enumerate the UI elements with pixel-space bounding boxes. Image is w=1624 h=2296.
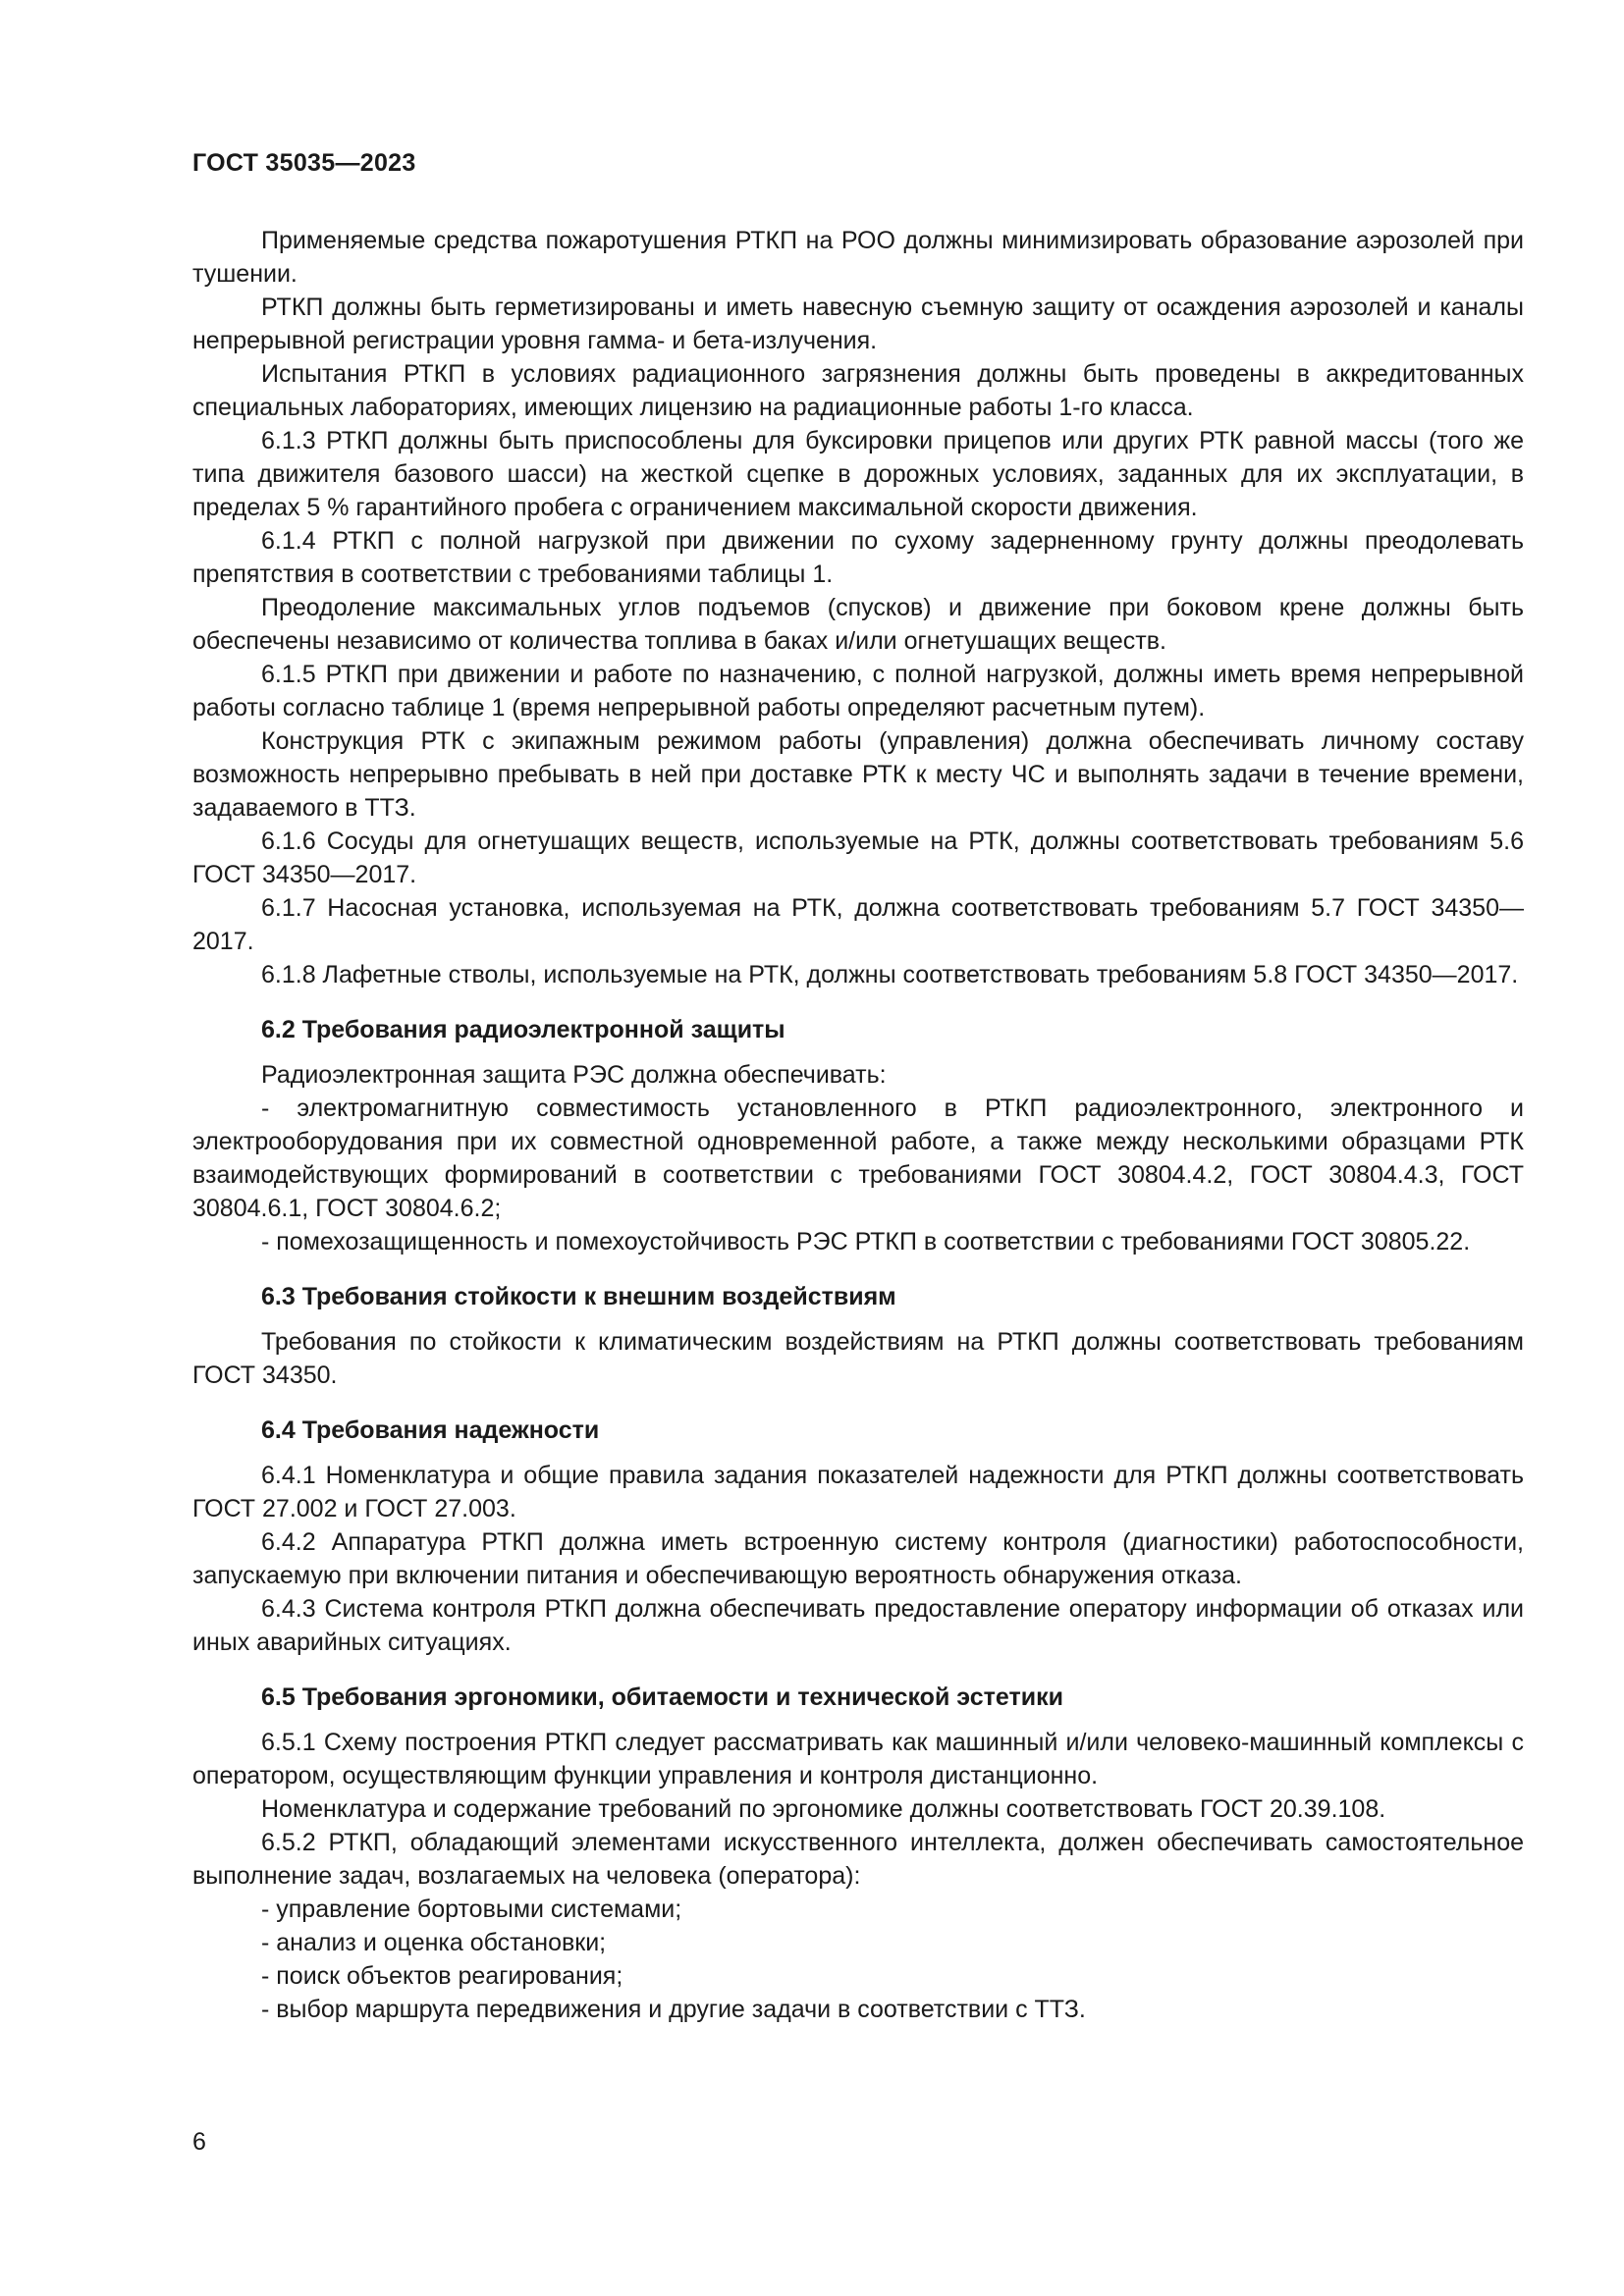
paragraph: 6.1.7 Насосная установка, используемая на РТК, должна соответствовать требованиям 5.7 ГОСТ 34350—2017. — [192, 894, 1524, 955]
section-heading-6-5: 6.5 Требования эргономики, обитаемости и технической эстетики — [261, 1683, 1063, 1711]
paragraph: 6.4.2 Аппаратура РТКП должна иметь встроенную систему контроля (диагностики) работоспособности, запускаемую при включении питания и обеспечивающую вероятность обнаружения отказа. — [192, 1528, 1524, 1589]
paragraph: 6.4.3 Система контроля РТКП должна обеспечивать предоставление оператору информации об отказах или иных аварийных ситуациях. — [192, 1595, 1524, 1656]
paragraph: 6.5.2 РТКП, обладающий элементами искусственного интеллекта, должен обеспечивать самостоятельное выполнение задач, возлагаемых на человека (оператора): — [192, 1829, 1524, 1890]
page-number: 6 — [192, 2128, 206, 2156]
paragraph: 6.4.1 Номенклатура и общие правила задания показателей надежности для РТКП должны соответствовать ГОСТ 27.002 и ГОСТ 27.003. — [192, 1462, 1524, 1522]
paragraph: РТКП должны быть герметизированы и иметь навесную съемную защиту от осаждения аэрозолей и каналы непрерывной регистрации уровня гамма- и бета-излучения. — [192, 294, 1524, 354]
paragraph: Конструкция РТК с экипажным режимом работы (управления) должна обеспечивать личному составу возможность непрерывно пребывать в ней при доставке РТК к месту ЧС и выполнять задачи в течение времени, задаваемого в ТТЗ. — [192, 727, 1524, 822]
paragraph: Применяемые средства пожаротушения РТКП на РОО должны минимизировать образование аэрозолей при тушении. — [192, 227, 1524, 288]
section-heading-6-3: 6.3 Требования стойкости к внешним воздействиям — [261, 1283, 896, 1310]
paragraph: Преодоление максимальных углов подъемов (спусков) и движение при боковом крене должны быть обеспечены независимо от количества топлива в баках и/или огнетушащих веществ. — [192, 594, 1524, 655]
document-header: ГОСТ 35035—2023 — [192, 149, 416, 177]
list-item: - поиск объектов реагирования; — [261, 1962, 623, 1990]
paragraph: 6.1.5 РТКП при движении и работе по назначению, с полной нагрузкой, должны иметь время непрерывной работы согласно таблице 1 (время непрерывной работы определяют расчетным путем). — [192, 661, 1524, 721]
paragraph: - электромагнитную совместимость установленного в РТКП радиоэлектронного, электронного и электрооборудования при их совместной одновременной работе, а также между несколькими образцами РТК взаимодействующих формирований в соответствии с требованиями ГОСТ 30804.4.2, ГОСТ 30804.4.3, ГОСТ 30804.6.1, ГОСТ 30804.6.2; — [192, 1095, 1524, 1222]
paragraph: Радиоэлектронная защита РЭС должна обеспечивать: — [261, 1061, 887, 1089]
paragraph: 6.5.1 Схему построения РТКП следует рассматривать как машинный и/или человеко-машинный комплексы с оператором, осуществляющим функции управления и контроля дистанционно. — [192, 1729, 1524, 1789]
list-item: - выбор маршрута передвижения и другие задачи в соответствии с ТТЗ. — [261, 1996, 1086, 2023]
section-heading-6-4: 6.4 Требования надежности — [261, 1416, 600, 1444]
paragraph: Номенклатура и содержание требований по эргономике должны соответствовать ГОСТ 20.39.108. — [261, 1795, 1386, 1823]
section-heading-6-2: 6.2 Требования радиоэлектронной защиты — [261, 1016, 785, 1043]
paragraph: Требования по стойкости к климатическим воздействиям на РТКП должны соответствовать требованиям ГОСТ 34350. — [192, 1328, 1524, 1389]
paragraph: 6.1.4 РТКП с полной нагрузкой при движении по сухому задерненному грунту должны преодолевать препятствия в соответствии с требованиями таблицы 1. — [192, 527, 1524, 588]
paragraph: - помехозащищенность и помехоустойчивость РЭС РТКП в соответствии с требованиями ГОСТ 30805.22. — [261, 1228, 1471, 1255]
document-body — [192, 224, 1524, 2026]
list-item: - анализ и оценка обстановки; — [261, 1929, 607, 1956]
paragraph: Испытания РТКП в условиях радиационного загрязнения должны быть проведены в аккредитованных специальных лабораториях, имеющих лицензию на радиационные работы 1-го класса. — [192, 360, 1524, 421]
paragraph: 6.1.8 Лафетные стволы, используемые на РТК, должны соответствовать требованиям 5.8 ГОСТ 34350—2017. — [261, 961, 1519, 988]
list-item: - управление бортовыми системами; — [261, 1896, 682, 1923]
paragraph: 6.1.3 РТКП должны быть приспособлены для буксировки прицепов или других РТК равной массы (того же типа движителя базового шасси) на жесткой сцепке в дорожных условиях, заданных для их эксплуатации, в пределах 5 % гарантийного пробега с ограничением максимальной скорости движения. — [192, 427, 1524, 521]
paragraph: 6.1.6 Сосуды для огнетушащих веществ, используемые на РТК, должны соответствовать требованиям 5.6 ГОСТ 34350—2017. — [192, 828, 1524, 888]
